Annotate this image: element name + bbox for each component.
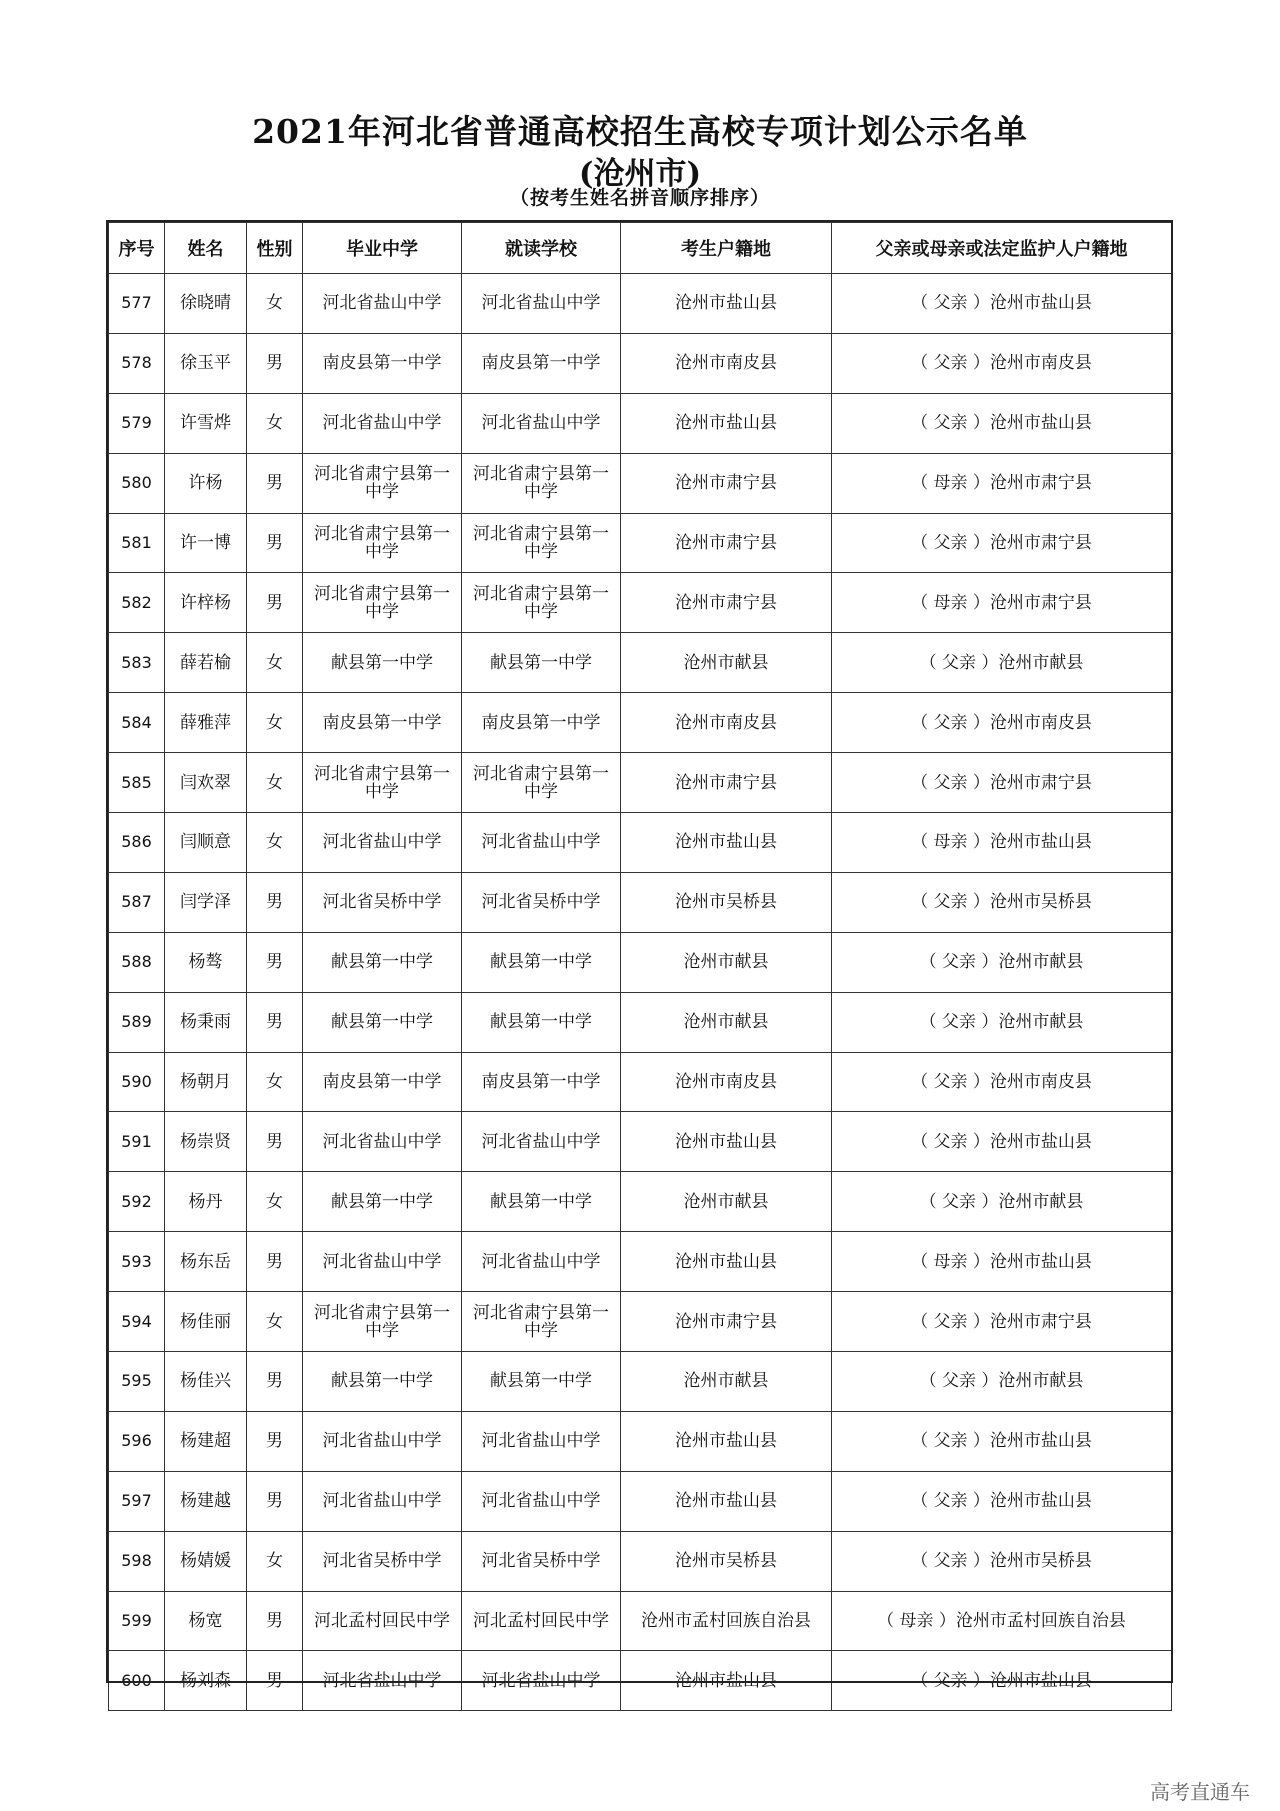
row-name: 许雪烨 — [165, 393, 247, 453]
row-hukou: 沧州市肃宁县 — [621, 573, 832, 633]
row-gender: 男 — [247, 1591, 303, 1651]
row-gender: 男 — [247, 992, 303, 1052]
table-row — [109, 813, 1172, 873]
row-grad-school: 河北省吴桥中学 — [303, 872, 462, 932]
row-guardian-hukou: （ 父亲 ）沧州市盐山县 — [832, 274, 1172, 334]
row-grad-school: 南皮县第一中学 — [303, 333, 462, 393]
row-no: 584 — [109, 693, 165, 753]
row-current-school: 南皮县第一中学 — [462, 693, 621, 753]
row-hukou: 沧州市南皮县 — [621, 333, 832, 393]
row-guardian-hukou: （ 父亲 ）沧州市盐山县 — [832, 1411, 1172, 1471]
row-current-school: 河北省盐山中学 — [462, 1112, 621, 1172]
row-gender: 男 — [247, 333, 303, 393]
row-name: 杨丹 — [165, 1172, 247, 1232]
row-current-school: 河北省盐山中学 — [462, 1651, 621, 1711]
row-grad-school: 河北省盐山中学 — [303, 1651, 462, 1711]
row-grad-school: 河北省盐山中学 — [303, 1112, 462, 1172]
row-no: 578 — [109, 333, 165, 393]
row-no: 596 — [109, 1411, 165, 1471]
row-guardian-hukou: （ 母亲 ）沧州市盐山县 — [832, 1232, 1172, 1292]
row-name: 杨建超 — [165, 1411, 247, 1471]
row-guardian-hukou: （ 父亲 ）沧州市献县 — [832, 992, 1172, 1052]
row-gender: 女 — [247, 753, 303, 813]
row-name: 徐玉平 — [165, 333, 247, 393]
row-no: 579 — [109, 393, 165, 453]
row-no: 585 — [109, 753, 165, 813]
row-current-school: 南皮县第一中学 — [462, 1052, 621, 1112]
row-grad-school: 河北省肃宁县第一中学 — [303, 753, 462, 813]
row-name: 薛雅萍 — [165, 693, 247, 753]
row-current-school: 河北省盐山中学 — [462, 393, 621, 453]
table-row — [109, 753, 1172, 813]
row-no: 590 — [109, 1052, 165, 1112]
table-row — [109, 274, 1172, 334]
row-gender: 女 — [247, 633, 303, 693]
row-guardian-hukou: （ 母亲 ）沧州市肃宁县 — [832, 573, 1172, 633]
row-gender: 男 — [247, 453, 303, 513]
row-grad-school: 河北省肃宁县第一中学 — [303, 1292, 462, 1352]
row-no: 597 — [109, 1471, 165, 1531]
row-hukou: 沧州市盐山县 — [621, 274, 832, 334]
roster-table — [108, 222, 1172, 1711]
table-row — [109, 872, 1172, 932]
row-gender: 女 — [247, 813, 303, 873]
row-name: 杨宽 — [165, 1591, 247, 1651]
table-row — [109, 453, 1172, 513]
row-grad-school: 河北省肃宁县第一中学 — [303, 573, 462, 633]
row-current-school: 河北省盐山中学 — [462, 1232, 621, 1292]
row-guardian-hukou: （ 父亲 ）沧州市南皮县 — [832, 333, 1172, 393]
row-grad-school: 献县第一中学 — [303, 1172, 462, 1232]
row-hukou: 沧州市献县 — [621, 1172, 832, 1232]
col-header-grad-school: 毕业中学 — [303, 223, 462, 274]
row-hukou: 沧州市献县 — [621, 1352, 832, 1412]
row-grad-school: 河北省吴桥中学 — [303, 1531, 462, 1591]
row-guardian-hukou: （ 父亲 ）沧州市吴桥县 — [832, 872, 1172, 932]
row-hukou: 沧州市南皮县 — [621, 1052, 832, 1112]
row-current-school: 献县第一中学 — [462, 1172, 621, 1232]
row-name: 杨婧媛 — [165, 1531, 247, 1591]
row-gender: 女 — [247, 1292, 303, 1352]
row-gender: 男 — [247, 1352, 303, 1412]
table-row — [109, 1292, 1172, 1352]
table-row — [109, 513, 1172, 573]
row-hukou: 沧州市肃宁县 — [621, 1292, 832, 1352]
row-guardian-hukou: （ 母亲 ）沧州市肃宁县 — [832, 453, 1172, 513]
table-row — [109, 992, 1172, 1052]
row-no: 589 — [109, 992, 165, 1052]
table-row — [109, 633, 1172, 693]
row-no: 598 — [109, 1531, 165, 1591]
table-row — [109, 1232, 1172, 1292]
row-no: 599 — [109, 1591, 165, 1651]
row-gender: 男 — [247, 1112, 303, 1172]
row-grad-school: 南皮县第一中学 — [303, 693, 462, 753]
row-name: 闫学泽 — [165, 872, 247, 932]
row-hukou: 沧州市盐山县 — [621, 1232, 832, 1292]
row-gender: 男 — [247, 1411, 303, 1471]
row-name: 杨朝月 — [165, 1052, 247, 1112]
row-grad-school: 河北省盐山中学 — [303, 393, 462, 453]
row-guardian-hukou: （ 父亲 ）沧州市南皮县 — [832, 1052, 1172, 1112]
row-current-school: 河北孟村回民中学 — [462, 1591, 621, 1651]
row-gender: 女 — [247, 393, 303, 453]
row-guardian-hukou: （ 父亲 ）沧州市肃宁县 — [832, 753, 1172, 813]
row-name: 薛若榆 — [165, 633, 247, 693]
page-subtitle: (沧州市) — [578, 156, 702, 192]
row-gender: 女 — [247, 1172, 303, 1232]
row-guardian-hukou: （ 父亲 ）沧州市盐山县 — [832, 1112, 1172, 1172]
row-grad-school: 献县第一中学 — [303, 992, 462, 1052]
table-row — [109, 1591, 1172, 1651]
row-hukou: 沧州市盐山县 — [621, 1651, 832, 1711]
row-guardian-hukou: （ 父亲 ）沧州市盐山县 — [832, 393, 1172, 453]
row-no: 588 — [109, 932, 165, 992]
row-hukou: 沧州市孟村回族自治县 — [621, 1591, 832, 1651]
row-guardian-hukou: （ 父亲 ）沧州市献县 — [832, 633, 1172, 693]
row-no: 595 — [109, 1352, 165, 1412]
table-row — [109, 1651, 1172, 1711]
row-gender: 男 — [247, 573, 303, 633]
row-grad-school: 河北孟村回民中学 — [303, 1591, 462, 1651]
row-name: 闫顺意 — [165, 813, 247, 873]
row-grad-school: 南皮县第一中学 — [303, 1052, 462, 1112]
table-row — [109, 393, 1172, 453]
row-current-school: 河北省肃宁县第一中学 — [462, 753, 621, 813]
row-gender: 男 — [247, 513, 303, 573]
row-guardian-hukou: （ 父亲 ）沧州市献县 — [832, 1172, 1172, 1232]
row-grad-school: 河北省盐山中学 — [303, 813, 462, 873]
table-row — [109, 1411, 1172, 1471]
row-name: 杨崇贤 — [165, 1112, 247, 1172]
row-gender: 女 — [247, 1052, 303, 1112]
row-grad-school: 献县第一中学 — [303, 1352, 462, 1412]
row-guardian-hukou: （ 父亲 ）沧州市盐山县 — [832, 1651, 1172, 1711]
col-header-current-school: 就读学校 — [462, 223, 621, 274]
row-name: 许杨 — [165, 453, 247, 513]
table-row — [109, 1052, 1172, 1112]
row-name: 杨建越 — [165, 1471, 247, 1531]
row-name: 许一博 — [165, 513, 247, 573]
row-hukou: 沧州市盐山县 — [621, 393, 832, 453]
row-name: 杨刘森 — [165, 1651, 247, 1711]
row-name: 杨秉雨 — [165, 992, 247, 1052]
row-guardian-hukou: （ 父亲 ）沧州市献县 — [832, 932, 1172, 992]
row-gender: 男 — [247, 932, 303, 992]
row-current-school: 河北省盐山中学 — [462, 1411, 621, 1471]
row-hukou: 沧州市吴桥县 — [621, 1531, 832, 1591]
table-row — [109, 693, 1172, 753]
row-guardian-hukou: （ 父亲 ）沧州市吴桥县 — [832, 1531, 1172, 1591]
row-grad-school: 河北省盐山中学 — [303, 1411, 462, 1471]
page-title: 2021年河北省普通高校招生高校专项计划公示名单 — [252, 112, 1028, 151]
row-hukou: 沧州市肃宁县 — [621, 753, 832, 813]
row-guardian-hukou: （ 父亲 ）沧州市肃宁县 — [832, 1292, 1172, 1352]
row-current-school: 河北省吴桥中学 — [462, 872, 621, 932]
row-no: 580 — [109, 453, 165, 513]
row-grad-school: 献县第一中学 — [303, 932, 462, 992]
col-header-gender: 性别 — [247, 223, 303, 274]
col-header-guardian-hukou: 父亲或母亲或法定监护人户籍地 — [832, 223, 1172, 274]
row-guardian-hukou: （ 母亲 ）沧州市孟村回族自治县 — [832, 1591, 1172, 1651]
row-no: 591 — [109, 1112, 165, 1172]
row-name: 闫欢翠 — [165, 753, 247, 813]
row-hukou: 沧州市献县 — [621, 992, 832, 1052]
row-name: 杨东岳 — [165, 1232, 247, 1292]
row-name: 徐晓晴 — [165, 274, 247, 334]
row-current-school: 河北省吴桥中学 — [462, 1531, 621, 1591]
row-current-school: 河北省盐山中学 — [462, 813, 621, 873]
row-name: 许梓杨 — [165, 573, 247, 633]
sort-note: （按考生姓名拼音顺序排序） — [509, 187, 770, 209]
table-header-row — [109, 223, 1172, 274]
row-no: 586 — [109, 813, 165, 873]
table-row — [109, 1471, 1172, 1531]
row-current-school: 河北省肃宁县第一中学 — [462, 1292, 621, 1352]
row-hukou: 沧州市献县 — [621, 932, 832, 992]
row-gender: 男 — [247, 1471, 303, 1531]
row-hukou: 沧州市盐山县 — [621, 1411, 832, 1471]
row-guardian-hukou: （ 父亲 ）沧州市盐山县 — [832, 1471, 1172, 1531]
row-name: 杨骜 — [165, 932, 247, 992]
row-current-school: 献县第一中学 — [462, 992, 621, 1052]
row-current-school: 河北省盐山中学 — [462, 274, 621, 334]
row-hukou: 沧州市献县 — [621, 633, 832, 693]
row-hukou: 沧州市肃宁县 — [621, 453, 832, 513]
row-current-school: 河北省肃宁县第一中学 — [462, 453, 621, 513]
row-guardian-hukou: （ 母亲 ）沧州市盐山县 — [832, 813, 1172, 873]
row-current-school: 河北省肃宁县第一中学 — [462, 513, 621, 573]
row-gender: 女 — [247, 274, 303, 334]
row-hukou: 沧州市南皮县 — [621, 693, 832, 753]
col-header-hukou: 考生户籍地 — [621, 223, 832, 274]
row-grad-school: 河北省肃宁县第一中学 — [303, 513, 462, 573]
row-no: 587 — [109, 872, 165, 932]
row-grad-school: 河北省肃宁县第一中学 — [303, 453, 462, 513]
row-grad-school: 河北省盐山中学 — [303, 1471, 462, 1531]
table-row — [109, 1531, 1172, 1591]
row-no: 582 — [109, 573, 165, 633]
row-grad-school: 河北省盐山中学 — [303, 1232, 462, 1292]
table-body — [109, 274, 1172, 1711]
watermark-text: 高考直通车 — [1150, 1780, 1250, 1804]
row-no: 593 — [109, 1232, 165, 1292]
row-gender: 男 — [247, 872, 303, 932]
row-current-school: 献县第一中学 — [462, 932, 621, 992]
table-row — [109, 1352, 1172, 1412]
row-current-school: 献县第一中学 — [462, 633, 621, 693]
row-guardian-hukou: （ 父亲 ）沧州市肃宁县 — [832, 513, 1172, 573]
col-header-name: 姓名 — [165, 223, 247, 274]
row-name: 杨佳兴 — [165, 1352, 247, 1412]
row-no: 581 — [109, 513, 165, 573]
row-current-school: 河北省盐山中学 — [462, 1471, 621, 1531]
table-row — [109, 932, 1172, 992]
row-current-school: 献县第一中学 — [462, 1352, 621, 1412]
table-row — [109, 1172, 1172, 1232]
row-no: 592 — [109, 1172, 165, 1232]
table-row — [109, 1112, 1172, 1172]
table-row — [109, 573, 1172, 633]
row-no: 583 — [109, 633, 165, 693]
row-current-school: 南皮县第一中学 — [462, 333, 621, 393]
row-grad-school: 河北省盐山中学 — [303, 274, 462, 334]
row-guardian-hukou: （ 父亲 ）沧州市南皮县 — [832, 693, 1172, 753]
row-hukou: 沧州市肃宁县 — [621, 513, 832, 573]
row-grad-school: 献县第一中学 — [303, 633, 462, 693]
row-gender: 女 — [247, 693, 303, 753]
row-current-school: 河北省肃宁县第一中学 — [462, 573, 621, 633]
row-no: 594 — [109, 1292, 165, 1352]
col-header-no: 序号 — [109, 223, 165, 274]
row-hukou: 沧州市吴桥县 — [621, 872, 832, 932]
row-name: 杨佳丽 — [165, 1292, 247, 1352]
row-no: 577 — [109, 274, 165, 334]
row-gender: 男 — [247, 1651, 303, 1711]
row-no: 600 — [109, 1651, 165, 1711]
row-hukou: 沧州市盐山县 — [621, 813, 832, 873]
table-row — [109, 333, 1172, 393]
row-gender: 男 — [247, 1232, 303, 1292]
row-hukou: 沧州市盐山县 — [621, 1471, 832, 1531]
row-hukou: 沧州市盐山县 — [621, 1112, 832, 1172]
row-gender: 女 — [247, 1531, 303, 1591]
row-guardian-hukou: （ 父亲 ）沧州市献县 — [832, 1352, 1172, 1412]
